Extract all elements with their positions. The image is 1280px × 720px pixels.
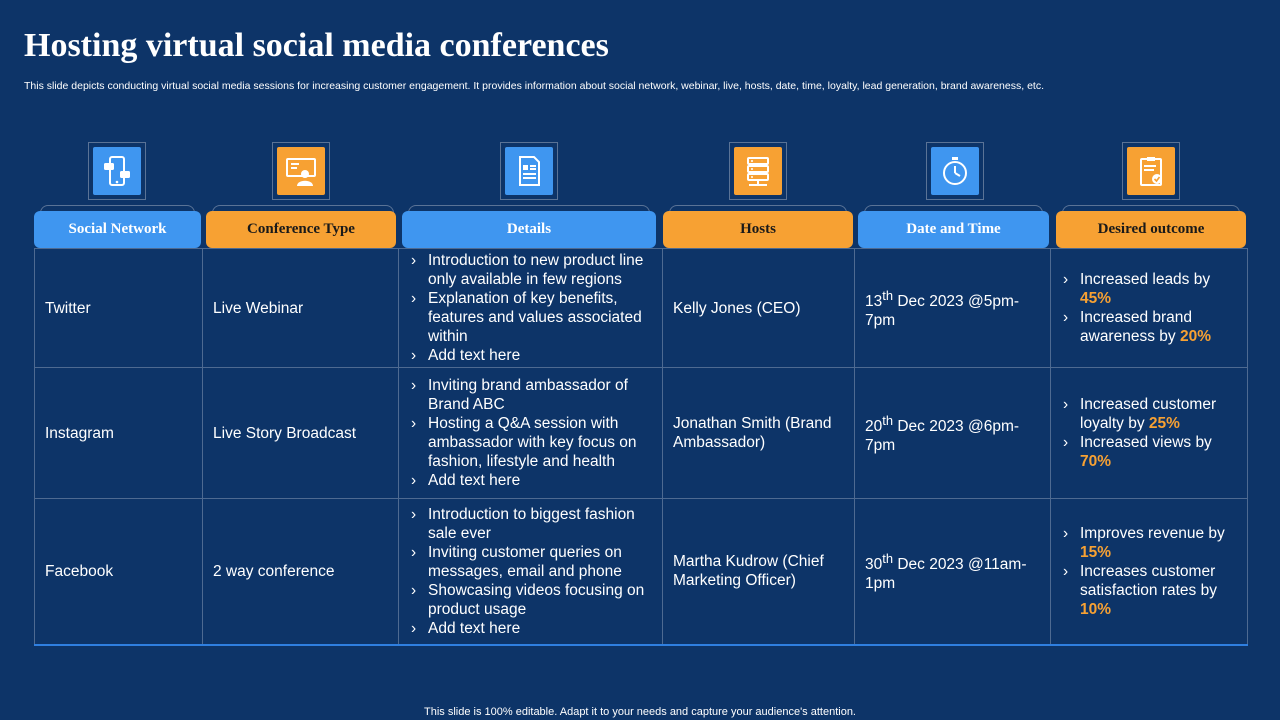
- table-row: [35, 249, 1248, 368]
- cell-date: 30th Dec 2023 @11am-1pm: [855, 499, 1051, 645]
- detail-item: › Add text here: [409, 619, 652, 638]
- cell-details: [399, 499, 663, 645]
- page-title: Hosting virtual social media conferences: [24, 27, 609, 64]
- detail-item: › Introduction to new product line only available in few regions: [409, 251, 652, 289]
- cell-outcome: [1051, 249, 1248, 368]
- detail-item: › Inviting brand ambassador of Brand ABC: [409, 376, 652, 414]
- cell-outcome: [1051, 499, 1248, 645]
- table-row: [35, 499, 1248, 645]
- outcome-item: › Increases customer satisfaction rates by 10%: [1061, 562, 1237, 619]
- outcome-item: › Improves revenue by 15%: [1061, 524, 1237, 562]
- header-desired-outcome: Desired outcome: [1056, 211, 1246, 248]
- outcome-item: › Increased customer loyalty by 25%: [1061, 395, 1237, 433]
- cell-type: 2 way conference: [203, 499, 399, 645]
- header-date-time: Date and Time: [858, 211, 1049, 248]
- icon-box-hosts: [729, 142, 787, 200]
- cell-host: Jonathan Smith (Brand Ambassador): [663, 368, 855, 499]
- header-hosts: Hosts: [663, 211, 853, 248]
- header-social-network: Social Network: [34, 211, 201, 248]
- outcome-item: › Increased views by 70%: [1061, 433, 1237, 471]
- cell-type: Live Story Broadcast: [203, 368, 399, 499]
- header-conference-type: Conference Type: [206, 211, 396, 248]
- icon-box-conference-type: [272, 142, 330, 200]
- icon-box-desired-outcome: [1122, 142, 1180, 200]
- cell-host: Martha Kudrow (Chief Marketing Officer): [663, 499, 855, 645]
- header-details: Details: [402, 211, 656, 248]
- cell-outcome: [1051, 368, 1248, 499]
- mobile-chat-icon: [93, 147, 141, 195]
- footer-note: This slide is 100% editable. Adapt it to your needs and capture your audience's attention.: [424, 706, 856, 718]
- detail-item: › Showcasing videos focusing on product usage: [409, 581, 652, 619]
- detail-item: › Inviting customer queries on messages, email and phone: [409, 543, 652, 581]
- detail-item: › Explanation of key benefits, features and values associated within: [409, 289, 652, 346]
- document-icon: [505, 147, 553, 195]
- conference-table: [34, 248, 1248, 646]
- cell-host: Kelly Jones (CEO): [663, 249, 855, 368]
- detail-item: › Add text here: [409, 471, 652, 490]
- icon-box-date-time: [926, 142, 984, 200]
- table-row: [35, 368, 1248, 499]
- presentation-icon: [277, 147, 325, 195]
- detail-item: › Add text here: [409, 346, 652, 365]
- detail-item: › Introduction to biggest fashion sale ever: [409, 505, 652, 543]
- cell-network: Twitter: [35, 249, 203, 368]
- server-icon: [734, 147, 782, 195]
- stopwatch-icon: [931, 147, 979, 195]
- page-subtitle: This slide depicts conducting virtual social media sessions for increasing customer engagement. It provides information about social network, webinar, live, hosts, date, time, loyalty, lead generation, brand awareness, etc.: [24, 80, 1044, 92]
- outcome-item: › Increased brand awareness by 20%: [1061, 308, 1237, 346]
- detail-item: › Hosting a Q&A session with ambassador with key focus on fashion, lifestyle and health: [409, 414, 652, 471]
- icon-box-social-network: [88, 142, 146, 200]
- outcome-item: › Increased leads by 45%: [1061, 270, 1237, 308]
- icon-box-details: [500, 142, 558, 200]
- cell-details: [399, 249, 663, 368]
- cell-details: [399, 368, 663, 499]
- cell-date: 13th Dec 2023 @5pm-7pm: [855, 249, 1051, 368]
- cell-network: Instagram: [35, 368, 203, 499]
- cell-network: Facebook: [35, 499, 203, 645]
- cell-type: Live Webinar: [203, 249, 399, 368]
- cell-date: 20th Dec 2023 @6pm-7pm: [855, 368, 1051, 499]
- clipboard-check-icon: [1127, 147, 1175, 195]
